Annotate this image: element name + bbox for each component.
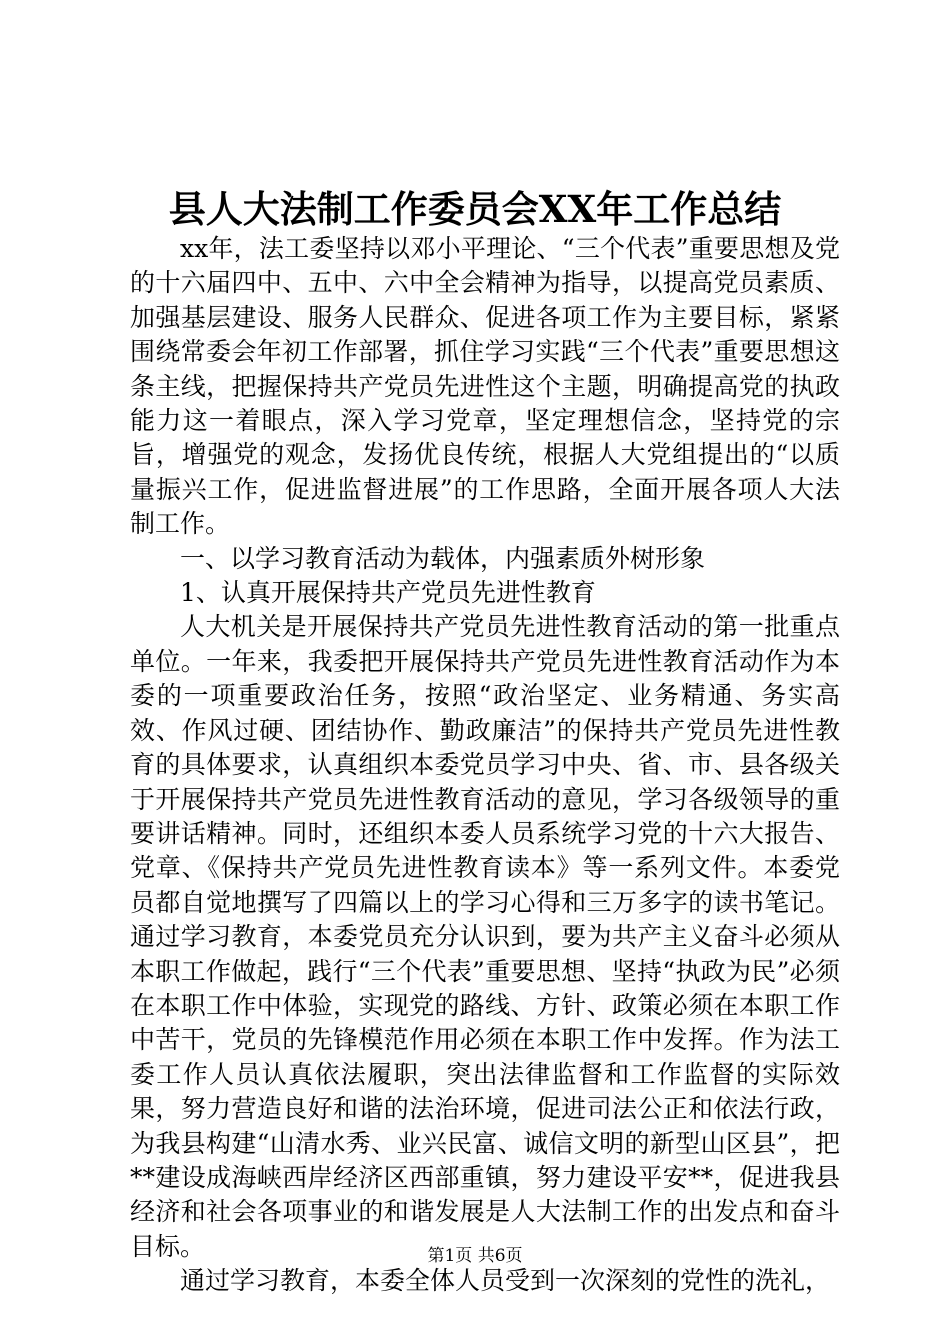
subsection-heading-1-1: 1、认真开展保持共产党员先进性教育 bbox=[180, 578, 596, 608]
section-heading-1: 一、以学习教育活动为载体，内强素质外树形象 bbox=[180, 543, 706, 573]
paragraph-intro: xx年，法工委坚持以邓小平理论、“三个代表”重要思想及党的十六届四中、五中、六中全会精神为指导，以提高党员素质、加强基层建设、服务人民群众、促进各项工作为主要目标，紧紧围绕常委会年初工作部署，抓住学习实践“三个代表”重要思想这条主线，把握保持共产党员先进性这个主题，明确提高党的执政能力这一着眼点，深入学习党章，坚定理想信念，坚持党的宗旨，增强党的观念，发扬优良传统，根据人大党组提出的“以质量振兴工作，促进监督进展”的工作思路，全面开展各项人大法制工作。 bbox=[130, 234, 840, 539]
paragraph-continued: 通过学习教育，本委全体人员受到一次深刻的党性的洗礼， bbox=[180, 1266, 831, 1296]
document-body bbox=[130, 232, 840, 1299]
paragraph-education: 人大机关是开展保持共产党员先进性教育活动的第一批重点单位。一年来，我委把开展保持共产党员先进性教育活动作为本委的一项重要政治任务，按照“政治坚定、业务精通、务实高效、作风过硬、团结协作、勤政廉洁”的保持共产党员先进性教育的具体要求，认真组织本委党员学习中央、省、市、县各级关于开展保持共产党员先进性教育活动的意见，学习各级领导的重要讲话精神。同时，还组织本委人员系统学习党的十六大报告、党章、《保持共产党员先进性教育读本》等一系列文件。本委党员都自觉地撰写了四篇以上的学习心得和三万多字的读书笔记。通过学习教育，本委党员充分认识到，要为共产主义奋斗必须从本职工作做起，践行“三个代表”重要思想、坚持“执政为民”必须在本职工作中体验，实现党的路线、方针、政策必须在本职工作中苦干，党员的先锋模范作用必须在本职工作中发挥。作为法工委工作人员认真依法履职，突出法律监督和工作监督的实际效果，努力营造良好和谐的法治环境，促进司法公正和依法行政，为我县构建“山清水秀、业兴民富、诚信文明的新型山区县”，把**建设成海峡西岸经济区西部重镇，努力建设平安**，促进我县经济和社会各项事业的和谐发展是人大法制工作的出发点和奋斗目标。 bbox=[130, 612, 840, 1261]
document-title: 县人大法制工作委员会XX年工作总结 bbox=[168, 187, 782, 231]
page-number-footer: 第1页 共6页 bbox=[427, 1246, 523, 1266]
